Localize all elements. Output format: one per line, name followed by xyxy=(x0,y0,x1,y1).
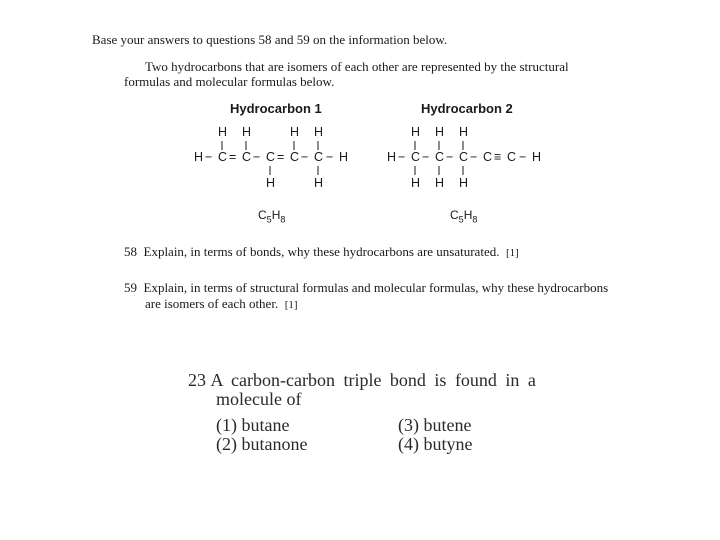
hydrocarbon-1-structure xyxy=(194,125,348,190)
question-number: 58 xyxy=(124,244,137,259)
question-text: Explain, in terms of bonds, why these hydrocarbons are unsaturated. xyxy=(143,244,500,259)
credit-mark: [1] xyxy=(284,299,298,311)
question-23 xyxy=(188,370,536,390)
answer-option-4[interactable] xyxy=(398,434,473,454)
h1-bond: − xyxy=(253,150,261,164)
h1-bond: − xyxy=(205,150,213,164)
h1-chain-atom: C xyxy=(218,150,228,164)
h2-bottom-h: H xyxy=(435,176,445,190)
answer-option-3[interactable] xyxy=(398,415,471,435)
h2-chain-atom: C xyxy=(411,150,421,164)
hydrocarbon-1-molecular-formula: $C_5H_8$ xyxy=(258,208,286,225)
passage-line-2: formulas and molecular formulas below. xyxy=(124,74,335,89)
h1-chain-atom: C xyxy=(314,150,324,164)
h1-bottom-h: H xyxy=(266,176,276,190)
question-59 xyxy=(124,280,608,296)
h1-bond: = xyxy=(229,150,237,164)
hydrocarbon-2-molecular-formula: $C_5H_8$ xyxy=(450,208,478,225)
h1-bond: = xyxy=(277,150,285,164)
hydrocarbon-2-structure xyxy=(387,125,541,190)
intro-text: Base your answers to questions 58 and 59 on the information below. xyxy=(92,32,448,47)
passage-line-1: Two hydrocarbons that are isomers of each other are represented by the structural xyxy=(145,59,569,74)
h2-bond: − xyxy=(446,150,454,164)
h2-bottom-h: H xyxy=(459,176,469,190)
question-59-line-2 xyxy=(145,296,298,313)
structural-formulas xyxy=(0,0,720,230)
answer-option-2[interactable] xyxy=(216,434,307,454)
h1-chain-atom: H xyxy=(194,150,204,164)
h1-chain-atom: H xyxy=(339,150,349,164)
question-text-line-2: are isomers of each other. xyxy=(145,296,279,311)
h1-top-h: H xyxy=(242,125,252,139)
h2-chain-atom: C xyxy=(459,150,469,164)
option-text: butanone xyxy=(241,434,308,454)
h2-bond: − xyxy=(519,150,527,164)
h2-bottom-h: H xyxy=(411,176,421,190)
question-text-line-2: molecule of xyxy=(216,389,302,409)
h1-chain-atom: C xyxy=(266,150,276,164)
h1-chain-atom: C xyxy=(290,150,300,164)
option-text: butyne xyxy=(423,434,473,454)
question-text-line-1: A carbon-carbon triple bond is found in a xyxy=(210,370,536,390)
h2-top-h: H xyxy=(459,125,469,139)
h2-chain-atom: C xyxy=(483,150,493,164)
h2-bond: ≡ xyxy=(494,150,502,164)
option-number: (3) xyxy=(398,415,419,435)
h1-bond: − xyxy=(301,150,309,164)
h2-chain-atom: C xyxy=(507,150,517,164)
question-number: 23 xyxy=(188,370,206,390)
h1-top-h: H xyxy=(218,125,228,139)
h2-chain-atom: H xyxy=(387,150,397,164)
h2-top-h: H xyxy=(411,125,421,139)
question-58 xyxy=(124,244,519,261)
h2-chain-atom: C xyxy=(435,150,445,164)
option-text: butane xyxy=(241,415,290,435)
hydrocarbon-2-title: Hydrocarbon 2 xyxy=(421,101,513,116)
h2-top-h: H xyxy=(435,125,445,139)
hydrocarbon-1-title: Hydrocarbon 1 xyxy=(230,101,322,116)
h1-top-h: H xyxy=(314,125,324,139)
h1-bond: − xyxy=(326,150,334,164)
h1-bottom-h: H xyxy=(314,176,324,190)
question-number: 59 xyxy=(124,280,137,295)
option-text: butene xyxy=(423,415,472,435)
option-number: (1) xyxy=(216,415,237,435)
h1-chain-atom: C xyxy=(242,150,252,164)
option-number: (2) xyxy=(216,434,237,454)
answer-option-1[interactable] xyxy=(216,415,289,435)
h2-chain-atom: H xyxy=(532,150,542,164)
h2-bond: − xyxy=(398,150,406,164)
h1-top-h: H xyxy=(290,125,300,139)
h2-bond: − xyxy=(422,150,430,164)
option-number: (4) xyxy=(398,434,419,454)
h2-bond: − xyxy=(470,150,478,164)
question-text-line-1: Explain, in terms of structural formulas and molecular formulas, why these hydrocarbons xyxy=(143,280,609,295)
credit-mark: [1] xyxy=(505,247,519,259)
